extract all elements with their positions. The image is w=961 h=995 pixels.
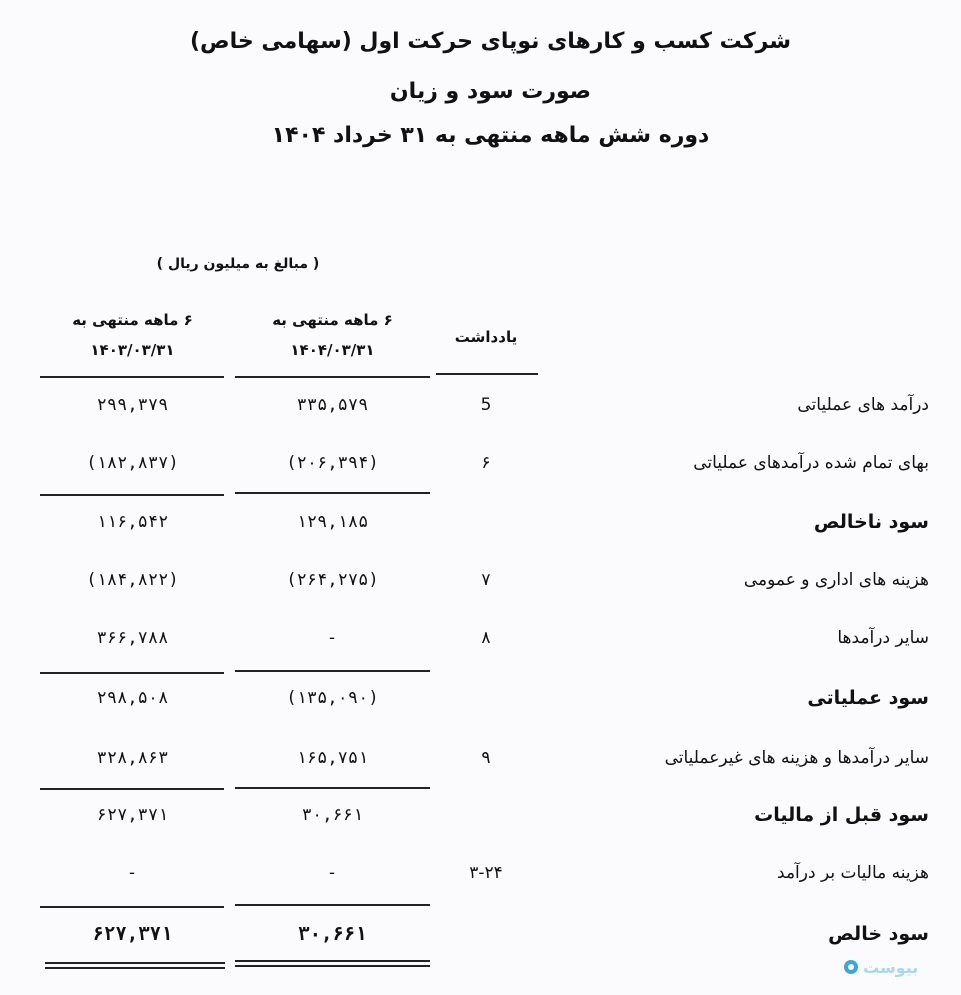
- row-value-prior: ۶۲۷,۳۷۱: [96, 805, 169, 825]
- row-note: ۸: [481, 628, 491, 648]
- header-rule-current: [235, 376, 430, 378]
- row-note: ۹: [481, 748, 491, 768]
- row-label: بهای تمام شده درآمدهای عملیاتی: [693, 453, 929, 473]
- row-note: ۳-۲۴: [469, 863, 503, 883]
- unit-note: ( مبالغ به میلیون ریال ): [156, 256, 320, 272]
- row-value-current: ۱۲۹,۱۸۵: [296, 512, 369, 532]
- column-header-current-line1: ۶ ماهه منتهی به: [272, 311, 393, 329]
- row-value-current: ۳۰,۶۶۱: [298, 923, 367, 945]
- period-title: دوره شش ماهه منتهی به ۳۱ خرداد ۱۴۰۴: [271, 123, 710, 148]
- table-row: [0, 385, 961, 425]
- total-double-rule-current: [235, 960, 430, 967]
- row-value-current: (۲۶۴,۲۷۵): [286, 570, 379, 590]
- row-value-current: (۱۳۵,۰۹۰): [286, 688, 379, 708]
- row-value-prior: -: [126, 863, 139, 883]
- row-value-prior: ۶۲۷,۳۷۱: [92, 923, 173, 945]
- table-row: [0, 560, 961, 600]
- subtotal-rule-current: [235, 904, 430, 906]
- circle-logo-icon: [844, 960, 858, 974]
- row-label: سایر درآمدها: [837, 628, 929, 648]
- column-header-note: یادداشت: [454, 328, 518, 346]
- row-value-prior: ۱۱۶,۵۴۲: [96, 512, 169, 532]
- row-value-prior: (۱۸۲,۸۳۷): [86, 453, 179, 473]
- table-row: [0, 618, 961, 658]
- table-row: [0, 914, 961, 954]
- subtotal-rule-prior: [40, 672, 224, 674]
- row-label: هزینه های اداری و عمومی: [743, 570, 929, 590]
- row-value-prior: (۱۸۴,۸۲۲): [86, 570, 179, 590]
- logo-text: بیوست: [863, 957, 919, 977]
- row-note: ۷: [481, 570, 491, 590]
- row-value-prior: ۲۹۹,۳۷۹: [96, 395, 169, 415]
- row-value-current: ۳۳۵,۵۷۹: [296, 395, 369, 415]
- subtotal-rule-current: [235, 492, 430, 494]
- total-double-rule-prior: [45, 962, 225, 969]
- header-rule-note: [436, 373, 538, 375]
- row-label: هزینه مالیات بر درآمد: [777, 863, 929, 883]
- row-note: 5: [480, 395, 492, 415]
- row-value-current: (۲۰۶,۳۹۴): [286, 453, 379, 473]
- row-value-prior: ۲۹۸,۵۰۸: [96, 688, 169, 708]
- row-label: سود ناخالص: [813, 511, 929, 533]
- subtotal-rule-prior: [40, 906, 224, 908]
- column-header-current: [235, 305, 430, 365]
- watermark-logo: [844, 955, 944, 979]
- row-value-current: -: [326, 628, 339, 648]
- header-rule-prior: [40, 376, 224, 378]
- column-header-prior-line1: ۶ ماهه منتهی به: [72, 311, 193, 329]
- table-row: [0, 502, 961, 542]
- subtotal-rule-current: [235, 787, 430, 789]
- row-value-current: ۱۶۵,۷۵۱: [296, 748, 369, 768]
- row-label: سود خالص: [828, 923, 929, 945]
- subtotal-rule-prior: [40, 494, 224, 496]
- row-value-current: ۳۰,۶۶۱: [301, 805, 364, 825]
- subtotal-rule-current: [235, 670, 430, 672]
- table-row: [0, 853, 961, 893]
- table-row: [0, 738, 961, 778]
- column-header-current-line2: ۱۴۰۴/۰۳/۳۱: [290, 341, 375, 359]
- row-label: سایر درآمدها و هزینه های غیرعملیاتی: [664, 748, 929, 768]
- column-header-prior: [40, 305, 225, 365]
- company-title: شرکت کسب و کارهای نوپای حرکت اول (سهامی خاص): [189, 29, 791, 54]
- row-value-prior: ۳۲۸,۸۶۳: [96, 748, 169, 768]
- row-value-prior: ۳۶۶,۷۸۸: [96, 628, 169, 648]
- row-value-current: -: [326, 863, 339, 883]
- row-label: درآمد های عملیاتی: [797, 395, 929, 415]
- statement-title: صورت سود و زیان: [389, 79, 592, 104]
- row-label: سود عملیاتی: [807, 687, 929, 709]
- table-row: [0, 795, 961, 835]
- table-row: [0, 443, 961, 483]
- column-header-prior-line2: ۱۴۰۳/۰۳/۳۱: [90, 341, 175, 359]
- table-row: [0, 678, 961, 718]
- row-label: سود قبل از مالیات: [754, 804, 929, 826]
- row-note: ۶: [481, 453, 491, 473]
- subtotal-rule-prior: [40, 788, 224, 790]
